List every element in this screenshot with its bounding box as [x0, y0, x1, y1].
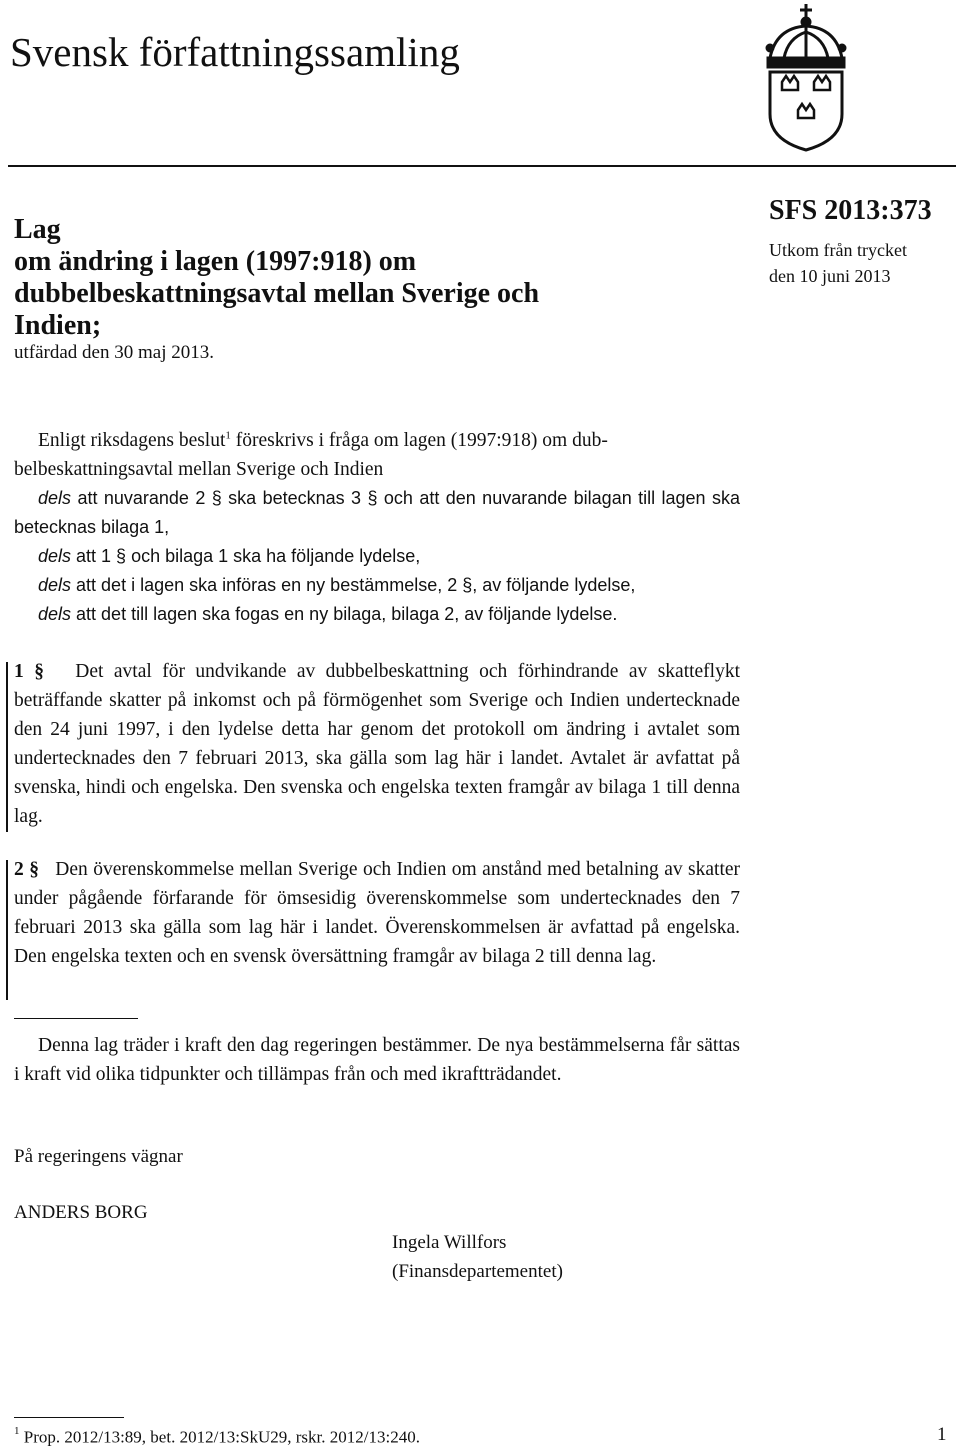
section-divider: [14, 1018, 138, 1019]
footnote-rule: [14, 1417, 124, 1418]
sfs-number: SFS 2013:373: [769, 195, 932, 226]
section-2-text: [14, 855, 740, 971]
official-name: Ingela Willfors: [392, 1232, 507, 1253]
law-title-line: Lag: [14, 214, 61, 245]
footnote-text: Prop. 2012/13:89, bet. 2012/13:SkU29, rskr. 2012/13:240.: [19, 1427, 420, 1447]
intro-line: belbeskattningsavtal mellan Sverige och Indien: [14, 459, 384, 480]
section-2-body: Den överenskommelse mellan Sverige och Indien om anstånd med betalning av skatter under pågående förfarande för ömsesidig överenskommelse som undertecknades den 7 februari 2013 ska gälla som lag här i landet. Överenskommelsen är avfattad på engelska. Den engelska texten och en svensk översättning framgår av bilaga 2 till denna lag.: [14, 859, 741, 967]
change-bar: [6, 860, 8, 1000]
dels-word: dels: [38, 546, 72, 566]
swedish-three-crowns-emblem-icon: [758, 2, 854, 152]
footnote-marker: 1: [14, 1425, 20, 1437]
dels-clause: [14, 571, 740, 600]
section-1-heading: 1 §: [14, 661, 44, 682]
on-behalf-line: På regeringens vägnar: [14, 1146, 183, 1167]
dels-word: dels: [38, 488, 72, 508]
dels-text: att nuvarande 2 § ska betecknas 3 § och att den nuvarande bilagan till lagen ska betecknas bilaga 1,: [14, 488, 740, 537]
header-rule: [8, 165, 956, 167]
entry-into-force: [14, 1031, 740, 1089]
law-title-line: om ändring i lagen (1997:918) om: [14, 246, 417, 277]
dels-word: dels: [38, 575, 72, 595]
section-1: [14, 657, 740, 831]
masthead-title: Svensk författningssamling: [10, 29, 460, 75]
dels-clause: [14, 484, 740, 542]
dels-text: att 1 § och bilaga 1 ska ha följande lydelse,: [71, 546, 421, 566]
page-number: 1: [937, 1424, 947, 1445]
minister-name: ANDERS BORG: [14, 1202, 148, 1223]
intro-text: föreskrivs i fråga om lagen (1997:918) om dub-: [230, 430, 608, 451]
law-title-line: Indien;: [14, 310, 102, 341]
section-1-text: [14, 657, 740, 831]
section-2: [14, 855, 740, 971]
change-bar: [6, 662, 8, 832]
law-title-line: dubbelbeskattningsavtal mellan Sverige och: [14, 278, 540, 309]
dels-text: att det till lagen ska fogas en ny bilaga, bilaga 2, av följande lydelse.: [71, 604, 618, 624]
intro-text: Enligt riksdagens beslut: [38, 430, 226, 451]
dels-clause: [14, 542, 740, 571]
intro-paragraph: [14, 426, 740, 629]
section-2-heading: 2 §: [14, 859, 39, 880]
issued-date: utfärdad den 30 maj 2013.: [14, 342, 214, 363]
publication-date: den 10 juni 2013: [769, 266, 891, 286]
intro-line: [14, 426, 740, 455]
publication-note: Utkom från trycket: [769, 240, 907, 260]
entry-into-force-text: Denna lag träder i kraft den dag regeringen bestämmer. De nya bestämmelserna får sättas i kraft vid olika tidpunkter och tillämpas från och med ikraftträdandet.: [14, 1035, 740, 1085]
footnote-reference[interactable]: 1: [225, 429, 231, 442]
section-1-body: Det avtal för undvikande av dubbelbeskattning och förhindrande av skatteflykt beträffande skatter på inkomst och på förmögenhet som Sverige och Indien undertecknade den 24 juni 1997, i den lydelse detta har genom det protokoll om ändring i avtalet som undertecknades den 7 februari 2013, ska gälla som lag här i landet. Avtalet är avfattat på svenska, hindi och engelska. Den svenska och engelska texten framgår av bilaga 1 till denna lag.: [14, 661, 741, 827]
law-title: [14, 214, 654, 342]
dels-clause: [14, 600, 740, 629]
footnote: [14, 1427, 420, 1448]
dels-text: att det i lagen ska införas en ny bestämmelse, 2 §, av följande lydelse,: [71, 575, 636, 595]
department-name: (Finansdepartementet): [392, 1261, 563, 1282]
dels-word: dels: [38, 604, 72, 624]
